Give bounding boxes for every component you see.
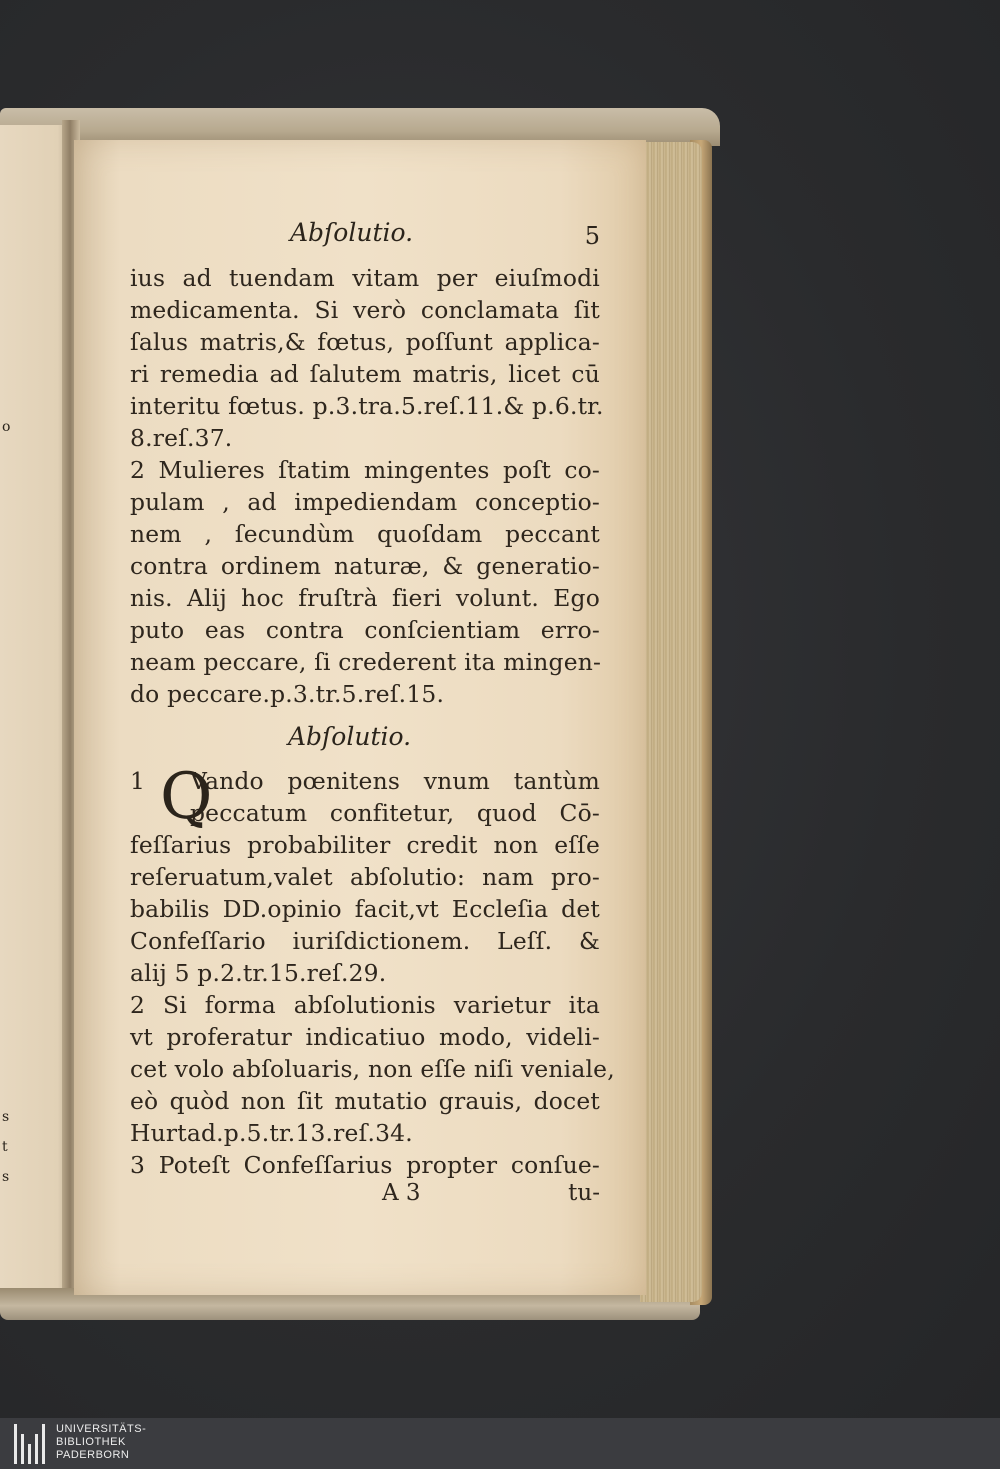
section-heading: Abſolutio.	[288, 722, 412, 751]
catchword: tu-	[568, 1180, 600, 1206]
text-line: nem , ſecundùm quoſdam peccant	[130, 520, 600, 548]
logo-line: BIBLIOTHEK	[56, 1436, 126, 1448]
text-line: Vando pœnitens vnum tantùm	[190, 767, 600, 795]
text-line: ri remedia ad ſalutem matris, licet cū	[130, 360, 600, 388]
text-line: interitu fœtus. p.3.tra.5.reſ.11.& p.6.tr.	[130, 392, 604, 420]
logo-line: UNIVERSITÄTS-	[56, 1423, 147, 1435]
running-head	[130, 218, 600, 258]
text-line: pulam , ad impediendam conceptio-	[130, 488, 600, 516]
logo-line: PADERBORN	[56, 1449, 130, 1461]
text-line: feſſarius probabiliter credit non eſſe	[130, 831, 600, 859]
text-line: vt proferatur indicatiuo modo, videli-	[130, 1023, 600, 1051]
running-title: Abſolutio.	[290, 218, 414, 247]
text-line: babilis DD.opinio facit,vt Eccleſia det	[130, 895, 600, 923]
drop-initial: Q	[160, 760, 213, 834]
page-fore-edge	[640, 142, 702, 1302]
library-logo-text	[56, 1423, 146, 1462]
text-line: reſeruatum,valet abſolutio: nam pro-	[130, 863, 600, 891]
text-line: 3 Poteſt Confeſſarius propter conſue-	[130, 1151, 600, 1179]
paragraph-number: 1	[130, 767, 145, 795]
text-line: ius ad tuendam vitam per eiuſmodi	[130, 264, 600, 292]
footer-bar	[0, 1418, 1000, 1469]
left-fragment-char: t	[2, 1139, 8, 1155]
text-line: puto eas contra conſcientiam erro-	[130, 616, 600, 644]
text-line: contra ordinem naturæ, & generatio-	[130, 552, 600, 580]
left-fragment-char: o	[2, 419, 11, 435]
text-line: ſalus matris,& fœtus, poſſunt applica-	[130, 328, 600, 356]
signature-mark: A 3	[382, 1180, 421, 1206]
left-page-text-fragments	[0, 125, 12, 1305]
text-line: peccatum confitetur, quod Cō-	[190, 799, 600, 827]
text-block-top	[130, 262, 604, 710]
text-line: medicamenta. Si verò conclamata ſit	[130, 296, 600, 324]
library-logo-icon	[14, 1424, 50, 1464]
text-line: alij 5 p.2.tr.15.reſ.29.	[130, 959, 387, 987]
text-line: Hurtad.p.5.tr.13.reſ.34.	[130, 1119, 413, 1147]
left-fragment-char: s	[2, 1169, 10, 1185]
text-line: 2 Si forma abſolutionis varietur ita	[130, 991, 600, 1019]
text-line: do peccare.p.3.tr.5.reſ.15.	[130, 680, 445, 708]
text-line: 2 Mulieres ſtatim mingentes poſt co-	[130, 456, 600, 484]
text-line: Confeſſario iuriſdictionem. Leſſ. &	[130, 927, 600, 955]
left-fragment-char: s	[2, 1109, 10, 1125]
text-line: cet volo abſoluaris, non eſſe niſi veniale,	[130, 1055, 615, 1083]
text-line: eò quòd non ſit mutatio grauis, docet	[130, 1087, 600, 1115]
catchline	[130, 1180, 600, 1212]
text-line: 8.reſ.37.	[130, 424, 233, 452]
text-line: neam peccare, ſi crederent ita mingen-	[130, 648, 602, 676]
page-number: 5	[584, 222, 600, 250]
text-line: nis. Alij hoc fruſtrà fieri volunt. Ego	[130, 584, 600, 612]
